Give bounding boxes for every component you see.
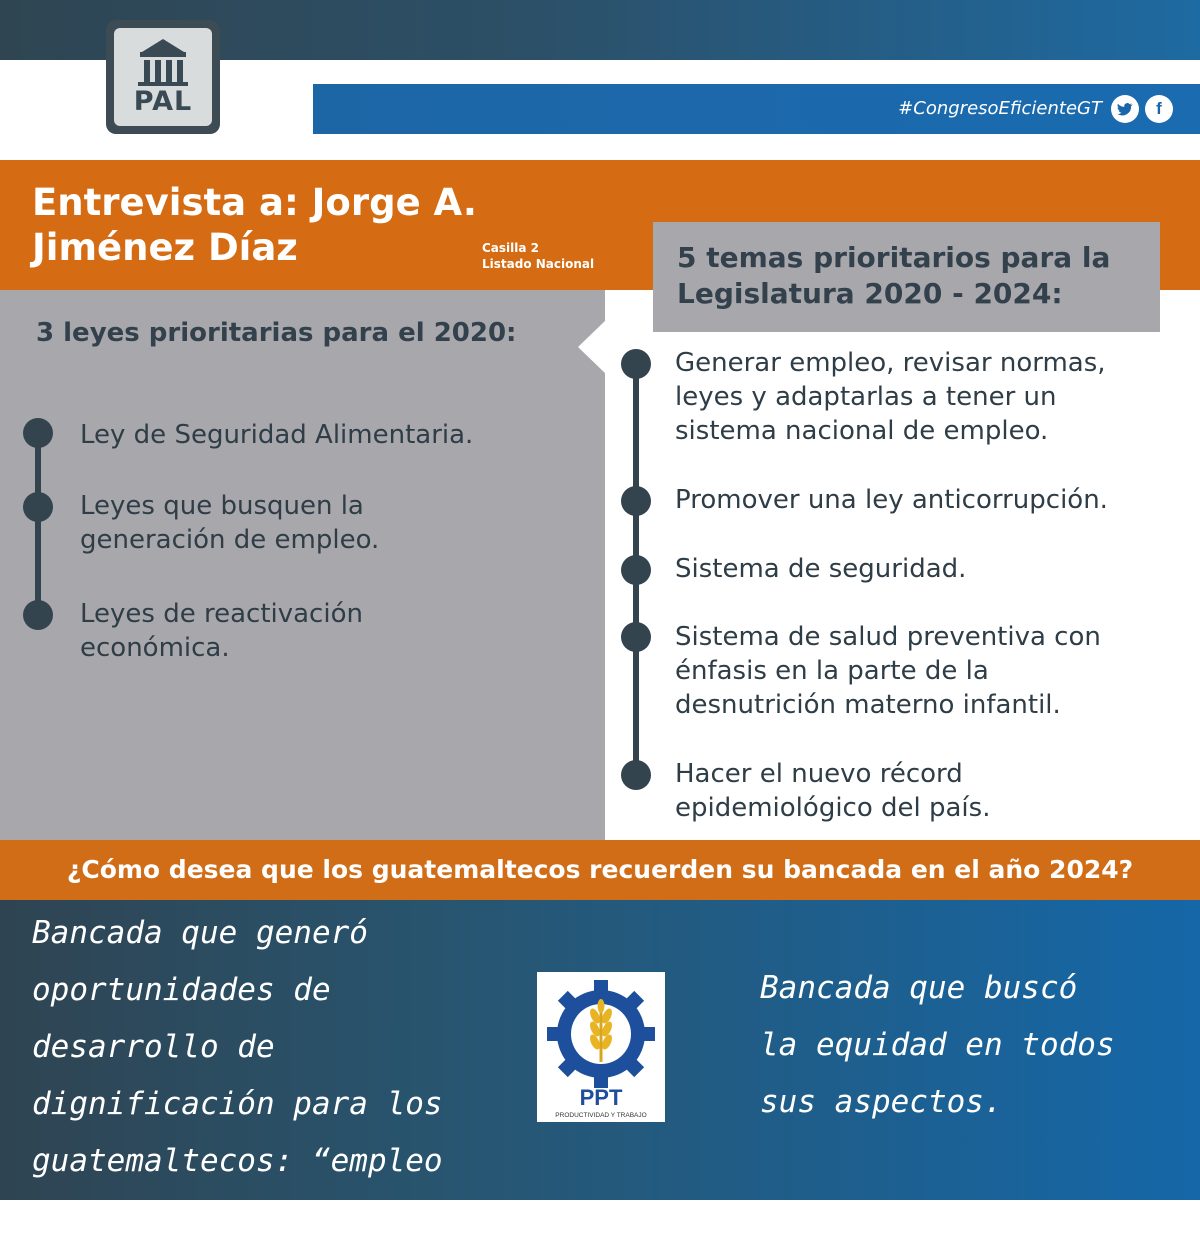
left-item: Ley de Seguridad Alimentaria. [80, 420, 474, 450]
listado-label: Listado Nacional [482, 257, 595, 271]
panel-pointer [578, 320, 606, 374]
right-item: Sistema de salud preventiva con énfasis en la parte de la desnutrición materno infantil. [675, 622, 1101, 720]
answer-left: Bancada que generó oportunidades de desarrollo de dignificación para los guatemaltecos: “empleo para todos”. [32, 915, 443, 1236]
timeline-dot [621, 622, 651, 652]
gear-wheat-icon [537, 972, 665, 1122]
twitter-icon[interactable] [1111, 95, 1139, 123]
timeline-dot [621, 555, 651, 585]
timeline-dot [23, 492, 53, 522]
pal-logo-text: PAL [133, 86, 193, 117]
left-item: Leyes de reactivación económica. [80, 599, 363, 663]
right-item: Sistema de seguridad. [675, 554, 967, 584]
left-timeline-line [35, 430, 41, 615]
timeline-dot [621, 760, 651, 790]
right-heading: 5 temas prioritarios para la Legislatura 2020 - 2024: [677, 241, 1111, 310]
left-panel [0, 290, 605, 840]
candidate-position [482, 240, 594, 272]
pal-logo [106, 20, 220, 134]
right-item: Generar empleo, revisar normas, leyes y adaptarlas a tener un sistema nacional de empleo. [675, 348, 1106, 446]
answer-right: Bancada que buscó la equidad en todos sus aspectos. [760, 970, 1115, 1120]
question-text: ¿Cómo desea que los guatemaltecos recuerden su bancada en el año 2024? [66, 855, 1134, 884]
page-title: Entrevista a: Jorge A. Jiménez Díaz [32, 181, 477, 269]
ppt-party-logo [537, 972, 665, 1122]
ppt-name: PRODUCTIVIDAD Y TRABAJO [555, 1112, 647, 1119]
building-icon [114, 30, 212, 90]
left-heading: 3 leyes prioritarias para el 2020: [36, 318, 517, 348]
left-item: Leyes que busquen la generación de empleo. [80, 491, 380, 555]
timeline-dot [23, 418, 53, 448]
ppt-abbr: PPT [579, 1085, 623, 1110]
pal-logo-panel [114, 28, 212, 126]
timeline-dot [621, 349, 651, 379]
timeline-dot [23, 600, 53, 630]
timeline-dot [621, 486, 651, 516]
right-item: Hacer el nuevo récord epidemiológico del país. [675, 759, 991, 823]
right-item: Promover una ley anticorrupción. [675, 485, 1108, 515]
facebook-icon[interactable]: f [1145, 95, 1173, 123]
hashtag-text[interactable]: #CongresoEficienteGT [898, 98, 1102, 119]
casilla-label: Casilla 2 [482, 241, 540, 255]
